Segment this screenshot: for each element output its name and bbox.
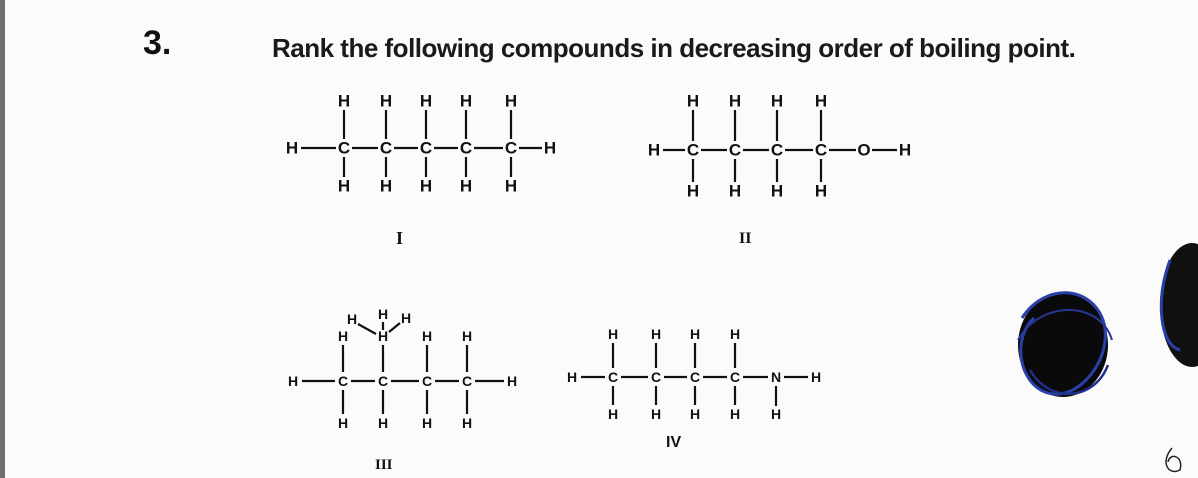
compound4-h-amine: H — [810, 369, 822, 385]
compound4-h-left: H — [566, 369, 578, 385]
compound4-carbon: C — [650, 369, 662, 385]
compound2-carbon: C — [770, 140, 784, 160]
compound3-h-bottom: H — [377, 415, 389, 431]
compound4-h-amine-bottom: H — [770, 406, 782, 422]
compound4-h-bottom: H — [650, 406, 662, 422]
compound1-carbon: C — [337, 138, 351, 158]
compound1-carbon: C — [379, 138, 393, 158]
compound2-h-bottom: H — [686, 181, 700, 201]
compound3-h-bottom: H — [461, 415, 473, 431]
compound1-carbon: C — [459, 138, 473, 158]
compound4-carbon: C — [689, 369, 701, 385]
compound3-h-top: H — [377, 328, 389, 344]
compound3-h-top: H — [421, 328, 433, 344]
compound2-h-bottom: H — [814, 181, 828, 201]
compound2-h-top: H — [770, 91, 784, 111]
compound4-h-top: H — [689, 326, 701, 342]
compound4-h-top: H — [729, 326, 741, 342]
compound3-branch-h-right: H — [400, 310, 412, 326]
compound3-h-right: H — [506, 373, 518, 389]
compound3-h-top: H — [337, 328, 349, 344]
compound3-h-top: H — [461, 328, 473, 344]
compound1-h-left: H — [285, 138, 299, 158]
compound3-carbon: C — [377, 373, 389, 389]
question-text: Rank the following compounds in decreasing order of boiling point. — [272, 33, 1076, 63]
compound1-carbon: C — [419, 138, 433, 158]
compound3-branch-h-left: H — [346, 311, 358, 327]
compound-label-3: III — [375, 457, 393, 473]
compound3-branch-bond — [389, 323, 400, 332]
compound2-carbon: C — [686, 140, 700, 160]
compound3-carbon: C — [461, 373, 473, 389]
compound3-h-bottom: H — [337, 415, 349, 431]
compound4-carbon: C — [729, 369, 741, 385]
compound2-h-bottom: H — [770, 181, 784, 201]
compound4-h-bottom: H — [689, 406, 701, 422]
compound-label-2: II — [739, 230, 752, 247]
compound2-h-top: H — [686, 91, 700, 111]
compound1-h-bottom: H — [419, 176, 433, 196]
question-number: 3. — [143, 24, 172, 62]
compound2-carbon: C — [728, 140, 742, 160]
compound-label-4: IV — [666, 434, 682, 451]
compound1-h-bottom: H — [379, 176, 393, 196]
edge-blob-mark — [1160, 243, 1198, 367]
compound1-h-top: H — [419, 91, 433, 111]
compound1-h-bottom: H — [459, 176, 473, 196]
compound1-h-right: H — [543, 138, 557, 158]
compound4-carbon: C — [607, 369, 619, 385]
compound3-h-left: H — [287, 373, 299, 389]
compound2-h-top: H — [728, 91, 742, 111]
compound3-branch-bond — [358, 324, 376, 334]
compound1-h-top: H — [379, 91, 393, 111]
compound2-h-top: H — [814, 91, 828, 111]
compound1-carbon: C — [504, 138, 518, 158]
compound2-h-bottom: H — [728, 181, 742, 201]
margin-squiggle — [1166, 448, 1181, 471]
compound1-h-top: H — [459, 91, 473, 111]
compound3-carbon: C — [337, 373, 349, 389]
scribble-mark — [1018, 293, 1112, 397]
compound4-h-bottom: H — [729, 406, 741, 422]
compound4-h-top: H — [607, 326, 619, 342]
compound1-h-top: H — [504, 91, 518, 111]
compound4-h-top: H — [650, 326, 662, 342]
compound3-branch-h-top: H — [377, 306, 389, 322]
compound4-nitrogen: N — [770, 369, 782, 385]
compound3-h-bottom: H — [421, 415, 433, 431]
compound2-h-left: H — [647, 140, 661, 160]
compound-label-1: I — [396, 228, 404, 248]
compound1-h-bottom: H — [337, 176, 351, 196]
compound3-carbon: C — [421, 373, 433, 389]
compound1-h-top: H — [337, 91, 351, 111]
compound2-carbon: C — [814, 140, 828, 160]
compound1-h-bottom: H — [504, 176, 518, 196]
compound2-oxygen: O — [857, 140, 871, 160]
compound4-h-bottom: H — [607, 406, 619, 422]
compound2-h-hydroxyl: H — [898, 140, 912, 160]
